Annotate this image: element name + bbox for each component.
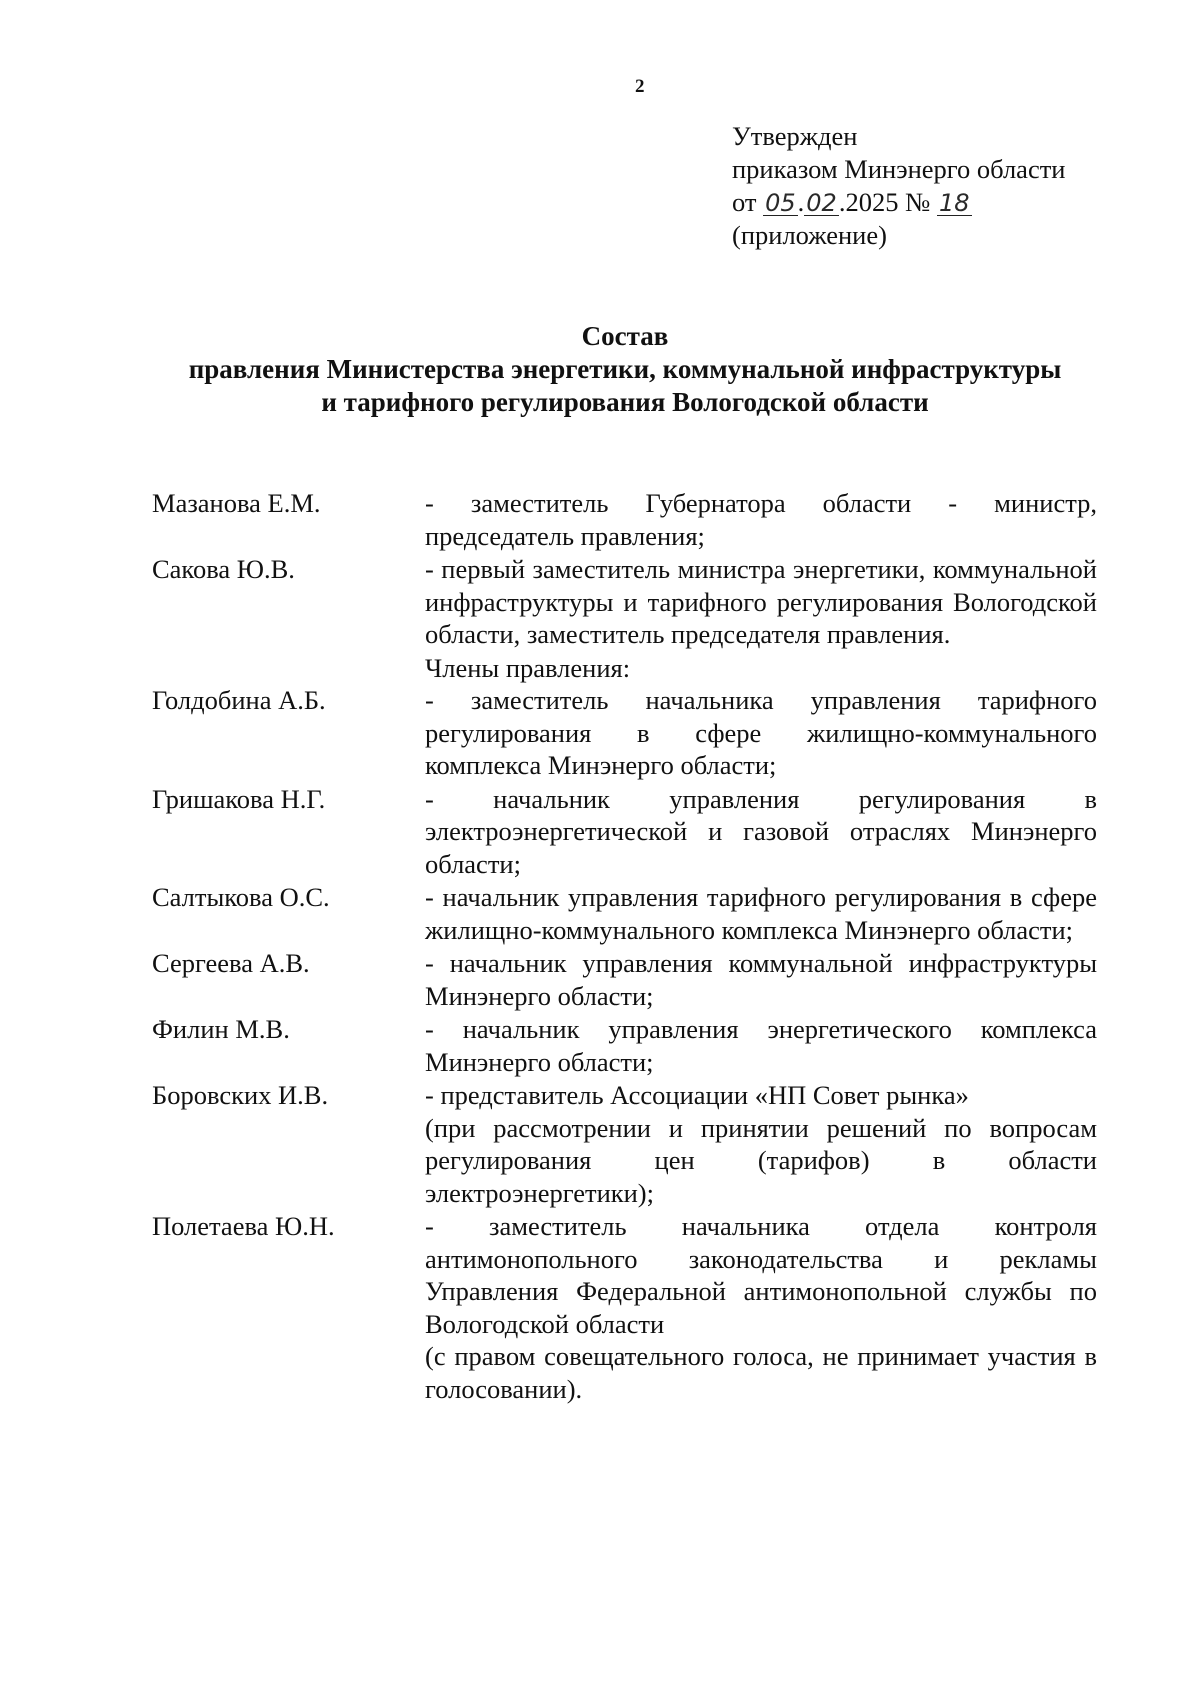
person-role-note: (с правом совещательного голоса, не принимает участия в голосовании).	[425, 1341, 1097, 1404]
person-role: - первый заместитель министра энергетики, коммунальной инфраструктуры и тарифного регулирования Вологодской области, заместитель председателя правления.	[425, 554, 1097, 649]
document-title	[150, 320, 1100, 419]
approval-block	[732, 120, 1065, 252]
person-name: Салтыкова О.С.	[152, 882, 330, 912]
person-role: - начальник управления энергетического комплекса Минэнерго области;	[425, 1014, 1097, 1077]
list-item	[152, 1210, 1097, 1405]
approval-line-date: от 05.02.2025 № 18	[732, 187, 970, 217]
members-heading: Члены правления:	[425, 652, 631, 683]
list-item	[152, 1079, 1097, 1209]
list-item	[152, 881, 1097, 946]
person-name: Боровских И.В.	[152, 1080, 329, 1110]
person-name: Филин М.В.	[152, 1014, 290, 1044]
person-name: Сергеева А.В.	[152, 948, 310, 978]
list-item	[152, 553, 1097, 651]
date-year: .2025 №	[838, 187, 931, 217]
approval-line-approved: Утвержден	[732, 121, 858, 151]
person-role-note: (при рассмотрении и принятии решений по вопросам регулирования цен (тарифов) в области электроэнергетики);	[425, 1112, 1097, 1208]
approval-line-order: приказом Минэнерго области	[732, 154, 1066, 184]
list-item	[152, 1013, 1097, 1078]
title-line-2: правления Министерства энергетики, коммунальной инфраструктуры	[188, 354, 1062, 384]
title-line-1: Состав	[581, 321, 669, 351]
date-day-handwritten: 05	[765, 189, 796, 217]
person-role: - заместитель Губернатора области - министр, председатель правления;	[425, 488, 1097, 551]
person-role: - начальник управления регулирования в электроэнергетической и газовой отраслях Минэнерго области;	[425, 783, 1097, 879]
person-name: Полетаева Ю.Н.	[152, 1211, 335, 1241]
person-role-block	[425, 1079, 1097, 1209]
person-name: Сакова Ю.В.	[152, 554, 295, 584]
list-item	[152, 487, 1097, 552]
person-role: - заместитель начальника отдела контроля антимонопольного законодательства и рекламы Управления Федеральной антимонопольной службы по Вологодской области	[425, 1211, 1097, 1339]
person-name: Гришакова Н.Г.	[152, 783, 326, 814]
person-name: Мазанова Е.М.	[152, 488, 321, 518]
order-number-handwritten: 18	[939, 189, 970, 217]
person-role: - начальник управления коммунальной инфраструктуры Минэнерго области;	[425, 948, 1097, 1011]
list-item	[152, 783, 1097, 881]
person-role: - заместитель начальника управления тарифного регулирования в сфере жилищно-коммунального комплекса Минэнерго области;	[425, 685, 1097, 780]
title-line-3: и тарифного регулирования Вологодской области	[321, 387, 929, 417]
date-prefix: от	[732, 187, 757, 217]
person-name: Голдобина А.Б.	[152, 685, 326, 715]
page-number: 2	[635, 76, 645, 97]
date-month-handwritten: 02	[806, 189, 837, 217]
approval-line-appendix: (приложение)	[732, 220, 887, 250]
person-role-block	[425, 1210, 1097, 1405]
person-role: - начальник управления тарифного регулирования в сфере жилищно-коммунального комплекса Минэнерго области;	[425, 882, 1097, 945]
person-role: - представитель Ассоциации «НП Совет рынка»	[425, 1080, 969, 1110]
list-item	[152, 947, 1097, 1012]
board-members-list	[152, 487, 1097, 1406]
list-item	[152, 684, 1097, 782]
